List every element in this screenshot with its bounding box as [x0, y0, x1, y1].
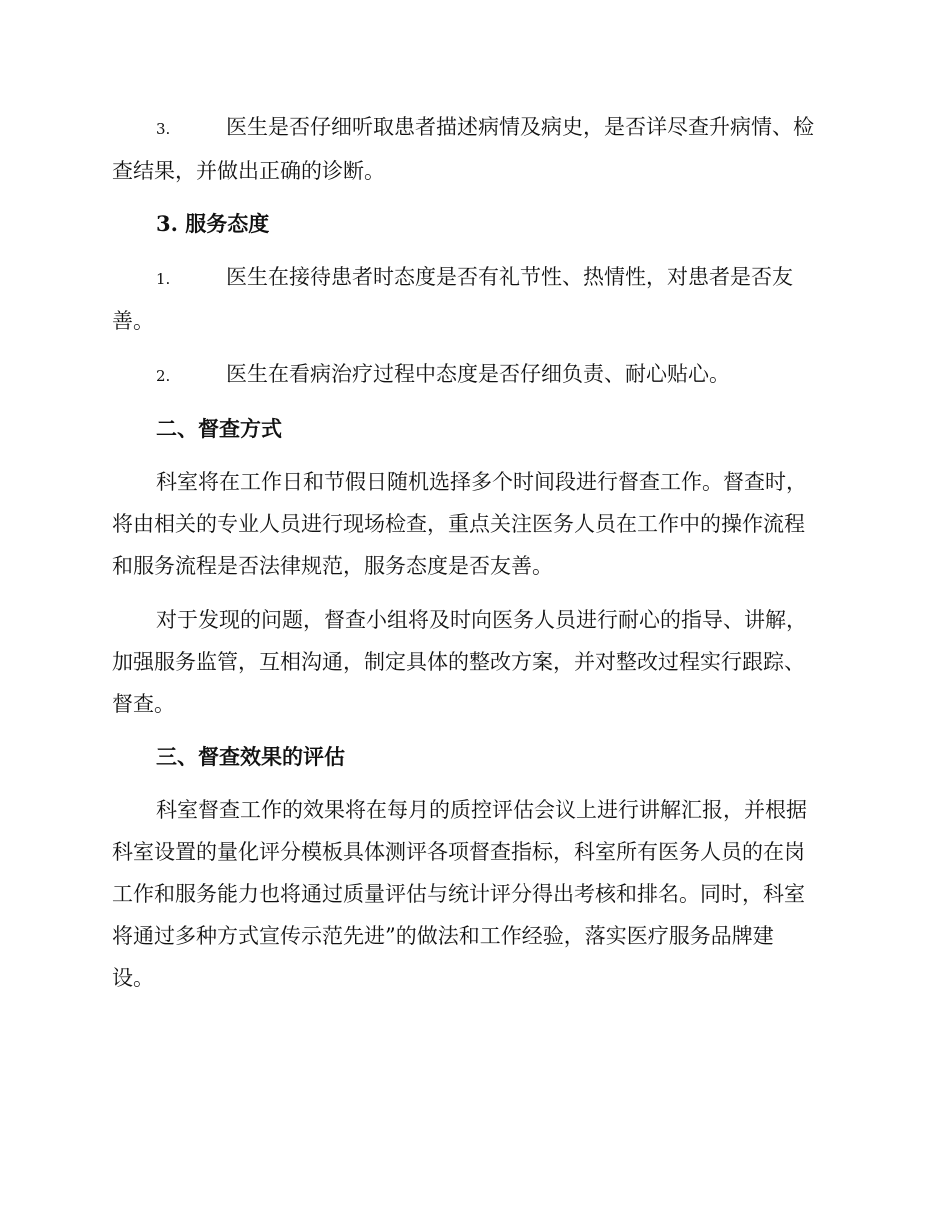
- list-item-3: [112, 106, 832, 192]
- paragraph-line: 加强服务监管，互相沟通，制定具体的整改方案，并对整改过程实行跟踪、: [112, 650, 805, 674]
- paragraph-line: 工作和服务能力也将通过质量评估与统计评分得出考核和排名。同时，科室: [112, 882, 805, 906]
- list-item-text: 医生是否仔细听取患者描述病情及病史，是否详尽查升病情、检: [226, 115, 814, 139]
- list-item-line: [112, 106, 832, 150]
- paragraph-line: 将通过多种方式宣传示范先进”的做法和工作经验，落实医疗服务品牌建: [112, 924, 774, 948]
- section-heading-effect-evaluation: 三、督查效果的评估: [156, 744, 345, 769]
- list-item-line: 善。: [112, 309, 154, 333]
- paragraph-line: 科室将在工作日和节假日随机选择多个时间段进行督查工作。督查时，: [156, 470, 807, 494]
- paragraph: [112, 789, 832, 999]
- paragraph-line: 科室设置的量化评分模板具体测评各项督查指标，科室所有医务人员的在岗: [112, 840, 805, 864]
- list-item-number: 3.: [156, 120, 171, 138]
- paragraph: [112, 461, 832, 587]
- list-item-line: [112, 256, 832, 300]
- list-item-number: 1.: [156, 270, 171, 288]
- paragraph-line: 督查。: [112, 692, 175, 716]
- list-item-number: 2.: [156, 367, 171, 385]
- document-body: [112, 106, 832, 999]
- list-item-text: 医生在接待患者时态度是否有礼节性、热情性，对患者是否友: [226, 265, 793, 289]
- paragraph-line: 设。: [112, 966, 154, 990]
- paragraph-line: 科室督查工作的效果将在每月的质控评估会议上进行讲解汇报，并根据: [156, 798, 807, 822]
- list-item-text: 医生在看病治疗过程中态度是否仔细负责、耐心贴心。: [226, 362, 730, 386]
- paragraph-line: 和服务流程是否法律规范，服务态度是否友善。: [112, 554, 553, 578]
- section-heading-inspection-method: 二、督查方式: [156, 416, 282, 441]
- paragraph-line: 对于发现的问题，督查小组将及时向医务人员进行耐心的指导、讲解，: [156, 608, 807, 632]
- list-item-1: [112, 256, 832, 342]
- list-item-line: 查结果，并做出正确的诊断。: [112, 159, 385, 183]
- paragraph-line: 将由相关的专业人员进行现场检查，重点关注医务人员在工作中的操作流程: [112, 512, 805, 536]
- list-item-2: [112, 353, 832, 397]
- paragraph: [112, 599, 832, 725]
- section-heading-service-attitude: 3. 服务态度: [156, 211, 270, 236]
- list-item-line: [112, 353, 832, 397]
